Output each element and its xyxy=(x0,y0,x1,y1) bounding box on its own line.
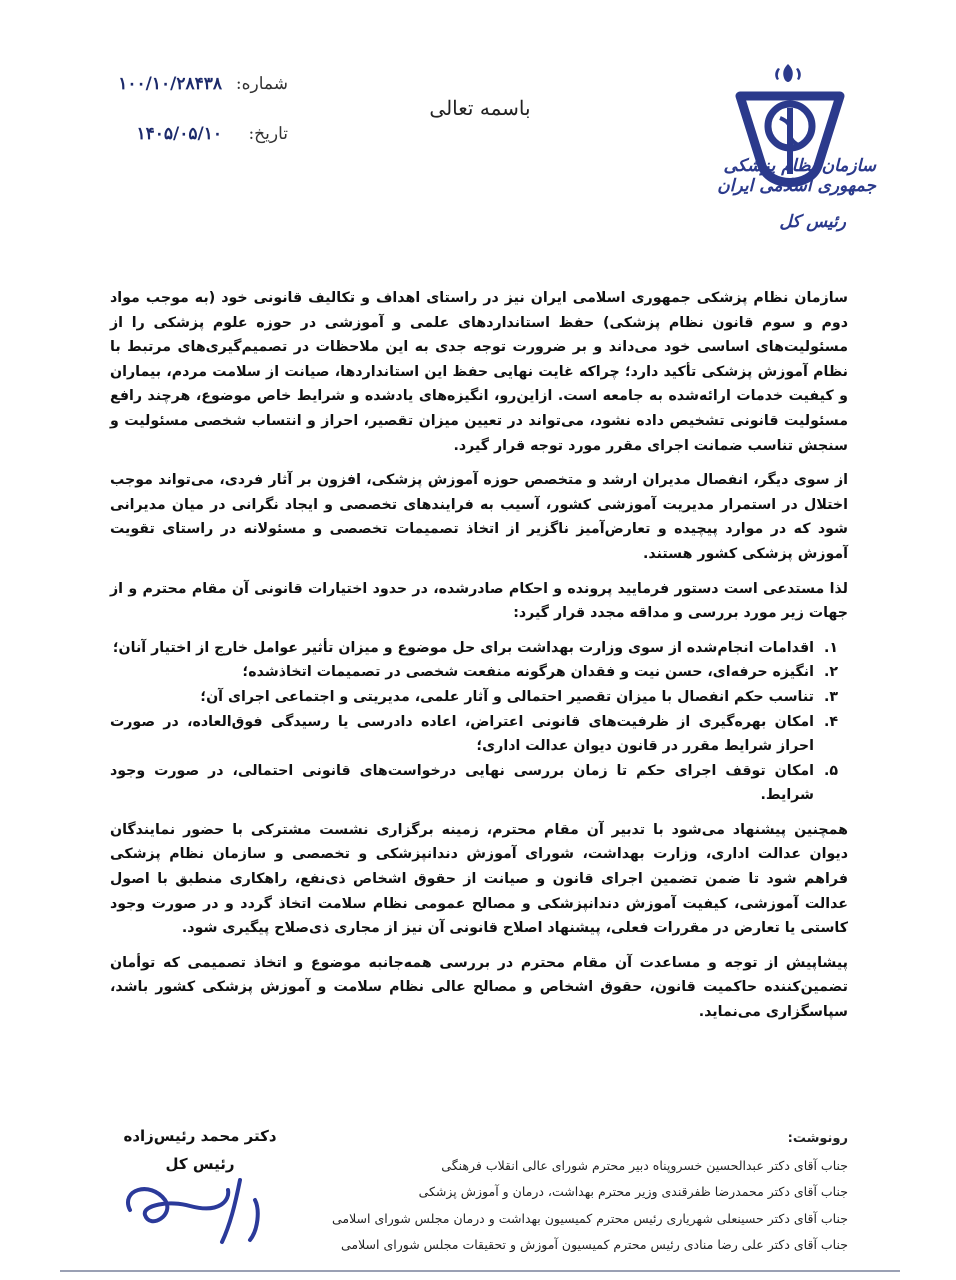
cc-title: رونوشت: xyxy=(787,1131,848,1146)
cc-item: جناب آقای دکتر عبدالحسین خسروپناه دبیر محترم شورای عالی انقلاب فرهنگی xyxy=(441,1157,848,1173)
organization-name: سازمان نظام پزشکی جمهوری اسلامی ایران xyxy=(717,156,876,196)
signature-icon xyxy=(110,1170,280,1250)
bismillah-heading: باسمه تعالی xyxy=(429,96,531,120)
number-row xyxy=(88,74,288,124)
list-item-number: ۳. xyxy=(823,688,839,705)
date-value: ۱۴۰۵/۰۵/۱۰ xyxy=(136,124,222,144)
body-paragraph-4: همچنین پیشنهاد می‌شود با تدبیر آن مقام محترم، زمینه برگزاری نشست مشترکی با حضور نمایندگان دیوان عدالت اداری، وزارت بهداشت، شورای آموزش دندانپزشکی و تخصصی و سازمان نظام پزشکی فراهم شود تا ضمن تضمین اجرای قانون و صیانت از حقوق اشخاص ذی‌نفع، راهکاری منطبق با اصول عدالت آموزشی، کیفیت آموزش دندانپزشکی و مصالح عمومی نظام سلامت اتخاذ گردد و در صورت وجود کاستی یا تعارض در مقررات فعلی، پیشنهاد اصلاح قانونی آن نیز از مجاری ذی‌صلاح پیگیری شود. xyxy=(110,821,848,937)
request-list xyxy=(110,636,848,808)
list-item-text: تناسب حکم انفصال با میزان تقصیر احتمالی و آثار علمی، مدیریتی و اجتماعی اجرای آن؛ xyxy=(200,688,814,705)
footer-divider xyxy=(60,1270,900,1272)
list-item-number: ۲. xyxy=(823,664,839,681)
list-item-text: اقدامات انجام‌شده از سوی وزارت بهداشت برای حل موضوع و میزان تأثیر عوامل خارج از اختیار آنان؛ xyxy=(112,639,814,656)
list-item xyxy=(110,710,848,759)
signer-name: دکتر محمد رئیس‌زاده xyxy=(123,1127,277,1145)
date-row xyxy=(88,124,288,174)
body-paragraph-3: لذا مستدعی است دستور فرمایید پرونده و احکام صادرشده، در حدود اختیارات قانونی آن مقام محترم و از جهات زیر مورد بررسی و مداقه مجدد قرار گیرد: xyxy=(110,580,848,622)
letter-meta xyxy=(88,74,288,174)
body-paragraph-5: پیشاپیش از توجه و مساعدت آن مقام محترم در بررسی همه‌جانبه موضوع و اتخاذ تصمیمی که توأمان تضمین‌کننده حاکمیت قانون، حقوق اشخاص و مصالح عالی نظام سلامت و آموزش پزشکی کشور باشد، سپاسگزاری می‌نماید. xyxy=(110,954,848,1021)
cc-item: جناب آقای دکتر علی رضا منادی رئیس محترم کمیسیون آموزش و تحقیقات مجلس شورای اسلامی xyxy=(340,1237,848,1252)
list-item xyxy=(110,636,848,661)
list-item-number: ۴. xyxy=(823,713,839,730)
list-item xyxy=(110,759,848,808)
date-label: تاریخ: xyxy=(248,124,288,144)
list-item-number: ۱. xyxy=(823,639,839,656)
cc-item: جناب آقای دکتر حسینعلی شهریاری رئیس محترم کمیسیون بهداشت و درمان مجلس شورای اسلامی xyxy=(331,1210,848,1226)
list-item xyxy=(110,685,848,710)
body-paragraph-2: از سوی دیگر، انفصال مدیران ارشد و متخصص حوزه آموزش پزشکی، افزون بر آثار فردی، می‌تواند موجب اختلال در استمرار مدیریت آموزشی کشور، آسیب به فرایندهای تخصصی و ایجاد نگرانی در میان مدیرانی شود که در موارد پیچیده و تعارض‌آمیز ناگزیر از اتخاذ تصمیمات تخصصی و مسئولانه در راستای تقویت آموزش پزشکی کشور هستند. xyxy=(110,472,848,562)
body-paragraph-1: سازمان نظام پزشکی جمهوری اسلامی ایران نیز در راستای اهداف و تکالیف قانونی خود (به موجب مواد دوم و سوم قانون نظام پزشکی) حفظ استانداردهای علمی و آموزشی در حوزه علوم پزشکی را از مسئولیت‌های اساسی خود می‌داند و بر ضرورت توجه جدی به این ملاحظات در تصمیم‌گیری‌های مرتبط با نظام آموزش پزشکی تأکید دارد؛ چراکه غایت نهایی حفظ این استانداردها، صیانت از سلامت مردم، بیماران و کیفیت خدمات ارائه‌شده به جامعه است. ازاین‌رو، انگیزه‌های یادشده و شرایط خاص موضوع، هرچند رافع مسئولیت قانونی تشخیص داده نشود، می‌تواند در تعیین میزان تقصیر، احراز و انتساب شخصی مسئولیت و سنجش تناسب ضمانت اجرای مقرر مورد توجه قرار گیرد. xyxy=(110,290,848,454)
number-label: شماره: xyxy=(235,74,288,94)
list-item-text: امکان توقف اجرای حکم تا زمان بررسی نهایی درخواست‌های قانونی احتمالی، در صورت وجود شرایط. xyxy=(110,762,814,804)
list-item xyxy=(110,660,848,685)
cc-block xyxy=(288,1126,848,1259)
signer-title: رئیس کل xyxy=(165,1155,235,1173)
letter-body xyxy=(110,286,848,1035)
list-item-text: امکان بهره‌گیری از ظرفیت‌های قانونی اعتراض، اعاده دادرسی یا رسیدگی فوق‌العاده، در صورت احراز شرایط مقرر در قانون دیوان عدالت اداری؛ xyxy=(110,713,814,755)
cc-item: جناب آقای دکتر محمدرضا ظفرقندی وزیر محترم بهداشت، درمان و آموزش پزشکی xyxy=(418,1184,848,1199)
list-item-text: انگیزه حرفه‌ای، حسن نیت و فقدان هرگونه منفعت شخصی در تصمیمات اتخاذشده؛ xyxy=(242,664,814,681)
list-item-number: ۵. xyxy=(823,762,839,779)
number-value: ۱۰۰/۱۰/۲۸۴۳۸ xyxy=(118,74,222,94)
organization-subtitle: رئیس کل xyxy=(779,212,846,232)
